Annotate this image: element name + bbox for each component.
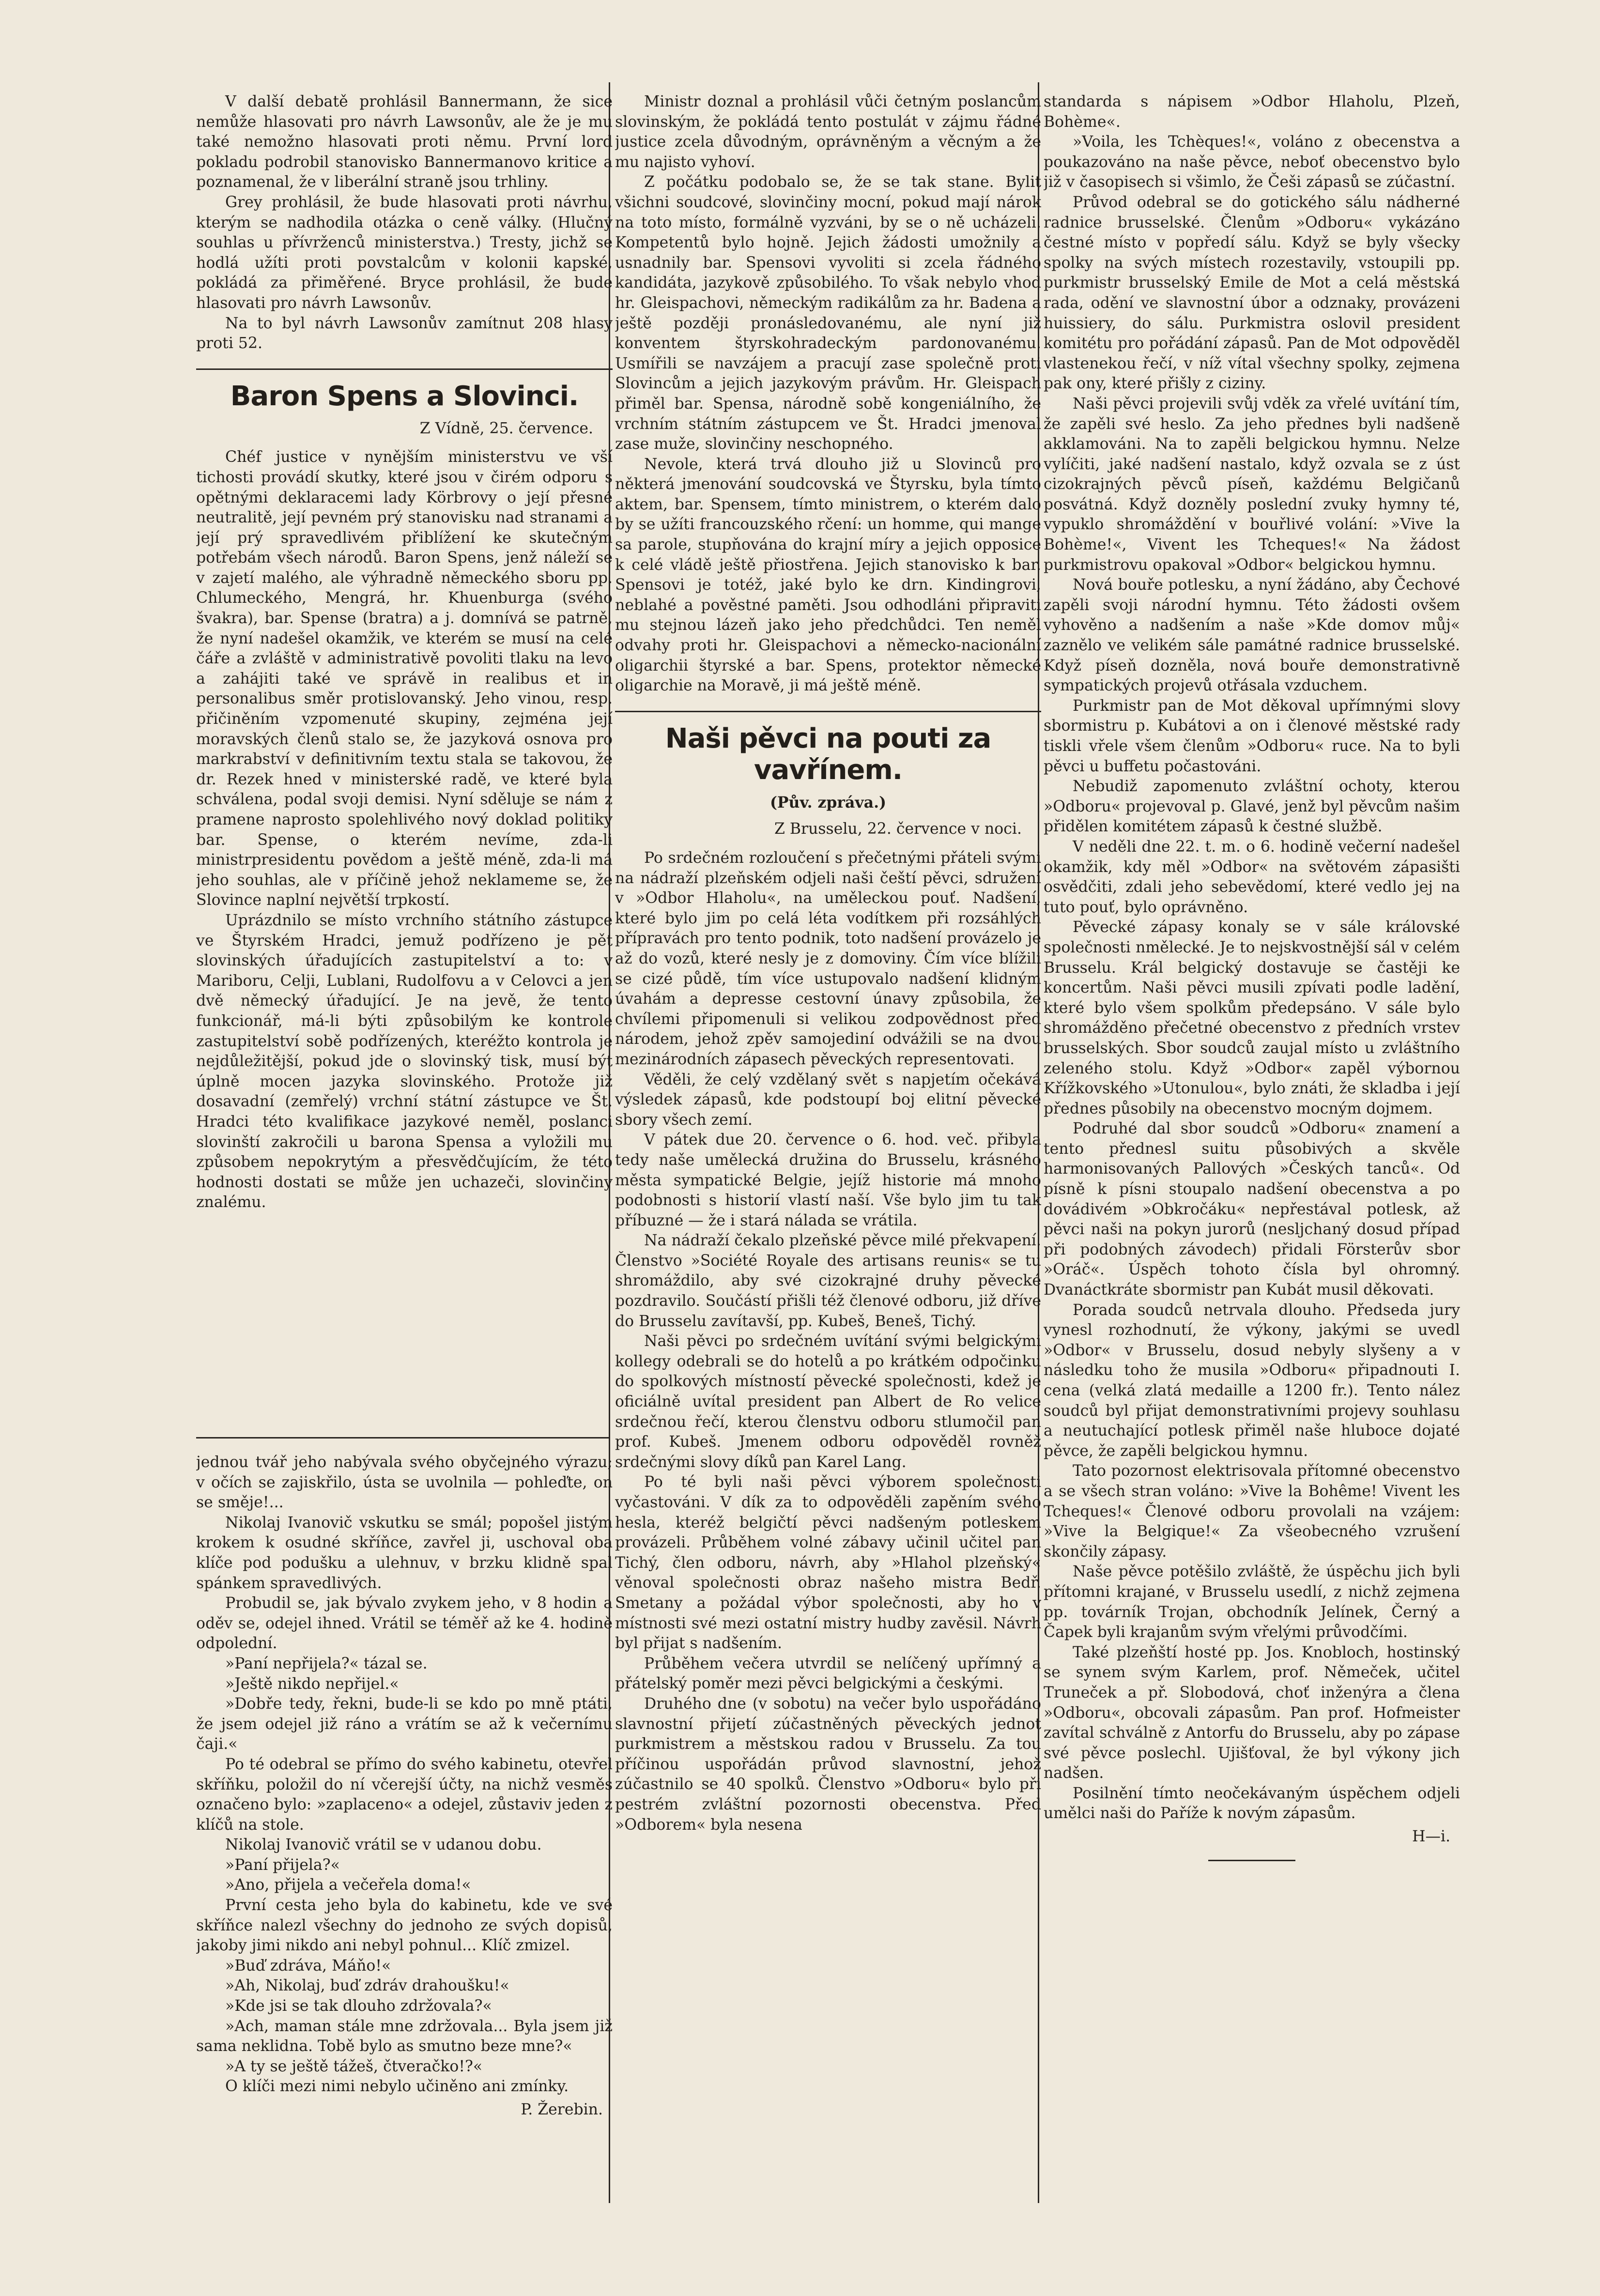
- paragraph: standarda s nápisem »Odbor Hlaholu, Plzeň, Bohème«.: [1044, 93, 1460, 131]
- paragraph: První cesta jeho byla do kabinetu, kde ve své skříňce nalezl všechny do jednoho ze svých dopisů, jakoby jimi nikdo ani nebyl pohnul... Klíč zmizel.: [196, 1897, 613, 1955]
- paragraph: Probudil se, jak bývalo zvykem jeho, v 8 hodin a oděv se, odejel ihned. Vrátil se téměř až ke 4. hodině odpolední.: [196, 1594, 613, 1653]
- paragraph: »Paní nepřijela?« tázal se.: [225, 1654, 428, 1672]
- paragraph: Posilnění tímto neočekávaným úspěchem odjeli umělci naši do Paříže k novým zápasům.: [1044, 1784, 1460, 1822]
- end-divider: [1208, 1860, 1295, 1861]
- paragraph: Uprázdnilo se místo vrchního státního zástupce ve Štyrském Hradci, jemuž podřízeno je pět slovinských úřadujících zastupitelství a to: v Mariboru, Celji, Lublani, Rudolfovu a v Celovci a jen dvě německý úřadující. Je na jevě, že tento funkcionář, má-li býti způsobilým ke kontrole zastupitelství sobě podřízených, kteréžto kontrola je nejdůležitější, pokud jde o slovinský tisk, musí být úplně mocen jazyka slovinského. Protože již dosavadní (zemřelý) vrchní státní zástupce ve Št. Hradci této kvalifikace jazykové neměl, poslanci slovinští zakročili u barona Spensa a vyložili mu způsobem nepokrytým a přesvědčujícím, že této hodnosti dostati se může jen uchazeči, slovinčiny znalému.: [196, 911, 613, 1211]
- paragraph: Nikolaj Ivanovič vrátil se v udanou dobu.: [225, 1836, 542, 1854]
- paragraph: »Dobře tedy, řekni, bude-li se kdo po mně ptáti, že jsem odejel již ráno a vrátím se až k večernímu čaji.«: [196, 1695, 613, 1753]
- paragraph: V pátek due 20. července o 6. hod. več. přibyla tedy naše umělecká družina do Brusselu, krásného města sympatické Belgie, jejíž historie má mnoho podobnosti s historií vlastí naší. Vše bylo jim tu tak příbuzné — že i stará nálada se vrátila.: [615, 1131, 1041, 1229]
- dateline: Z Vídně, 25. července.: [419, 419, 593, 437]
- paragraph: jednou tvář jeho nabývala svého obyčejného výrazu; v očích se zajiskřilo, ústa se uvolnila — pohleďte, on se směje!...: [196, 1454, 613, 1512]
- paragraph: Podruhé dal sbor soudců »Odboru« znamení a tento přednesl suitu působivých a skvěle harmonisovaných Pallových »Českých tanců«. Od písně k písni stoupalo nadšení obecenstva a po dovádivém »Obkročáku« nepřestával potlesk, až pěvci naši na pokyn jurorů (nesljchaný dosud případ při podobných závodech) přidali Försterův sbor »Oráč«. Úspěch tohoto čísla byl ohromný. Dvanáctkráte sbormistr pan Kubát musil děkovati.: [1044, 1120, 1460, 1299]
- section-divider: [196, 368, 613, 370]
- feuilleton-divider: [196, 1437, 609, 1439]
- article-title: Baron Spens a Slovinci.: [230, 380, 579, 412]
- paragraph: »Ano, přijela a večeřela doma!«: [225, 1876, 471, 1894]
- paragraph: Purkmistr pan de Mot děkoval upřímnými slovy sbormistru p. Kubátovi a on i členové městské rady tiskli vřele všem členům »Odboru« ruce. Na to byli pěvci u buffetu počastováni.: [1044, 697, 1460, 775]
- paragraph: Po srdečném rozloučení s přečetnými přáteli svými na nádraží plzeňském odjeli naši čeští pěvci, sdružení v »Odbor Hlaholu«, na uměleckou pouť. Nadšení, které bylo jim po celá léta vodítkem při rozsáhlých přípravách pro tento podnik, toto nadšení provázelo je až do vozů, které nesly je z domoviny. Čím více blížili se cizé půdě, tím více ustupovalo nadšení klidným úvahám a depresse cestovní únavy způsobila, že chvílemi připomenuli si velikou zodpovědnost před národem, jehož zpěv samojediní odvážili se na dvou mezinárodních zápasech pěveckých representovati.: [615, 849, 1041, 1068]
- paragraph: Na to byl návrh Lawsonův zamítnut 208 hlasy proti 52.: [196, 314, 613, 352]
- column-2: [615, 92, 1041, 2256]
- feuilleton-column: [196, 1453, 613, 2256]
- paragraph: Průběhem večera utvrdil se nelíčený upřímný a přátelský poměr mezi pěvci belgickými a českými.: [615, 1654, 1041, 1693]
- paragraph: »Ach, maman stále mne zdržovala... Byla jsem již sama neklidna. Tobě bylo as smutno beze mne?«: [196, 2017, 613, 2055]
- paragraph: Naši pěvci projevili svůj vděk za vřelé uvítání tím, že zapěli své heslo. Za jeho přednes byli nadšeně akklamováni. Na to zapěli belgickou hymnu. Nelze vylíčiti, jaké nadšení nastalo, když ozvala se z úst cizokrajných pěvců píseň, každému Belgičanů posvátná. Když dozněly poslední zvuky hymny té, vypuklo shromáždění v bouřlivé volání: »Vive la Bohème!«, Vivent les Tcheques!« Na žádost purkmistrovu opakoval »Odbor« belgickou hymnu.: [1044, 395, 1460, 574]
- paragraph: Porada soudců netrvala dlouho. Předseda jury vynesl rozhodnutí, že výkony, jakými se uvedl »Odbor« v Brusselu, dosud nebyly slyšeny a v následku toho že musila »Odboru« připadnouti I. cena (velká zlatá medaille a 1200 fr.). Tento nález soudců byl přijat demonstrativními projevy souhlasu a neutuchající potlesk přiměl naše hluboce dojaté pěvce, že zapěli belgickou hymnu.: [1044, 1301, 1460, 1460]
- paragraph: Chéf justice v nynějším ministerstvu ve vší tichosti provádí skutky, které jsou v čirém odporu s opětnými deklaracemi lady Körbrovy o její přesné neutralitě, její pevném prý stanovisku nad stranami a její prý spravedlivém přiblížení ke skutečným potřebám všech národů. Baron Spens, jenž náleží se v zajetí malého, ale výhradně německého sboru pp. Chlumeckého, Mengrá, hr. Khuenburga (svého švakra), bar. Spense (bratra) a j. domnívá se patrně, že nyní nadešel okamžik, ve kterém se musí na celé čáře a zvláště v administrativě povoliti tlaku na levo a zahájiti také ve správě in realibus et in personalibus směr protislovanský. Jeho vinou, resp. přičiněním vzpomenuté skupiny, zejména její moravských členů stalo se, že jazyková osnova pro markrabství v definitivním textu stala se takovou, že dr. Rezek hned v ministerské radě, ve které byla schválena, podal svoji demisi. Nyní sděluje se nám z pramene naprosto spolehlivého nový doklad politiky bar. Spense, o kterém nevíme, zda-li ministrpresidentu povědom a ještě méně, zda-li má jeho souhlas, ale v příčině jehož neklameme se, že Slovince naplní největší trpkostí.: [196, 448, 613, 909]
- paragraph: »Ah, Nikolaj, buď zdráv drahoušku!«: [225, 1977, 509, 1995]
- paragraph: Nebudiž zapomenuto zvláštní ochoty, kterou »Odboru« projevoval p. Glavé, jenž byl pěvcům našim přidělen komitétem zápasů k čestné službě.: [1044, 778, 1460, 836]
- paragraph: Po té byli naši pěvci výborem společnosti vyčastováni. V dík za to odpověděli zapěním svého hesla, kteréž belgičtí pěvci nadšeným potleskem provázeli. Průběhem volné zábavy učinil učitel pan Tichý, člen odboru, návrh, aby »Hlahol plzeňský« věnoval společnosti obraz našeho mistra Bedř. Smetany a požádal výbor společnosti, aby ho v místnosti své mezi ostatní mistry hudby zavěsil. Návrh byl přijat s nadšením.: [615, 1473, 1041, 1653]
- signature: H—i.: [1412, 1828, 1450, 1846]
- dateline: Z Brusselu, 22. července v noci.: [774, 820, 1022, 838]
- paragraph: Věděli, že celý vzdělaný svět s napjetím očekává výsledek zápasů, kde podstoupí boj elitní pěvecké sbory všech zemí.: [615, 1071, 1041, 1129]
- paragraph: Nikolaj Ivanovič vskutku se smál; popošel jistým krokem k osudné skříňce, zavřel ji, uschoval oba klíče pod podušku a ulehnuv, v brzku klidně spal spánkem spravedlivých.: [196, 1514, 613, 1592]
- paragraph: Ministr doznal a prohlásil vůči četným poslancům slovinským, že pokládá tento postulát v zájmu řádné justice zcela důvodným, oprávněným a věcným a že mu najisto vyhoví.: [615, 93, 1041, 171]
- paragraph: Průvod odebral se do gotického sálu nádherné radnice brusselské. Členům »Odboru« vykázáno čestné místo v popředí sálu. Když se byly všecky spolky na svých místech rozestavily, vstoupili pp. purkmistr brusselský Emile de Mot a celá městská rada, odění ve slavnostní úbor a odznaky, provázeni huissiery, do sálu. Purkmistra oslovil president komitétu pro pořádání zápasů. Pan de Mot odpověděl vlastenekou řečí, v níž vítal všechny spolky, zejmena pak ony, které přišly z ciziny.: [1044, 193, 1460, 393]
- paragraph: Po té odebral se přímo do svého kabinetu, otevřel skříňku, položil do ní včerejší účty, na nichž vesměs označeno bylo: »zaplaceno« a odejel, zůstaviv jeden z klíčů na stole.: [196, 1755, 613, 1834]
- paragraph: Nevole, která trvá dlouho již u Slovinců pro některá jmenování soudcovská ve Štyrsku, byla tímto aktem, bar. Spensem, tímto ministrem, o kterém dalo by se užíti francouzského rčení: un homme, qui mange sa parole, stupňována do krajní míry a jejich opposice k celé vládě ještě přiostřena. Jejich stanovisko k bar. Spensovi je totéž, jaké bylo ke drn. Kindingrovi, neblahé a pověstné paměti. Jsou odhodláni připraviti mu stejnou lázeň jako jeho předchůdci. Ten neměl odvahy proti hr. Gleispachovi a německo-nacionální oligarchii štyrské a bar. Spens, protektor německé oligarchie na Moravě, ji má ještě méně.: [615, 455, 1041, 695]
- paragraph: Také plzeňští hosté pp. Jos. Knobloch, hostinský se synem svým Karlem, prof. Němeček, učitel Truneček a př. Slobodová, choť inženýra a člena »Odboru«, obcovali zápasům. Pan prof. Hofmeister zavítal schválně z Antorfu do Brusselu, aby po zápase své pěvce poslechl. Ujišťoval, že byl výkony jich nadšen.: [1044, 1643, 1460, 1782]
- paragraph: »A ty se ještě tážeš, čtveračko!?«: [225, 2057, 483, 2075]
- paragraph: Z počátku podobalo se, že se tak stane. Bylit všichni soudcové, slovinčiny mocní, pokud mají nárok na toto místo, formálně vyzváni, by se o ně ucházeli. Kompetentů bylo hojně. Jejich žádosti umožnily a usnadnily bar. Spensovi vyvoliti si zcela řádného kandidáta, jazykově způsobilého. To však nebylo vhod hr. Gleispachovi, německým radikálům za hr. Badena a ještě později pronásledovanému, ale nyní již konventem štyrskohradeckým pardonovanému. Usmířili se navzájem a pracují zase společně proti Slovincům a jejich jazykovým právům. Hr. Gleispach přiměl bar. Spensa, národně sobě kongeniálního, že vrchním státním zástupcem ve Št. Hradci jmenoval zase muže, slovinčiny neschopného.: [615, 173, 1041, 453]
- paragraph: »Kde jsi se tak dlouho zdržovala?«: [225, 1997, 492, 2015]
- article-source: (Pův. zpráva.): [769, 793, 887, 811]
- paragraph: Na nádraží čekalo plzeňské pěvce milé překvapení. Členstvo »Société Royale des artisans reunis« se tu shromáždilo, aby své cizokrajné druhy pěvecké pozdravilo. Součástí přišli též členové odboru, již dříve do Brusselu zavítavší, pp. Kubeš, Beneš, Tichý.: [615, 1232, 1041, 1330]
- signature: P. Žerebin.: [521, 2101, 603, 2118]
- paragraph: Naši pěvci po srdečném uvítání svými belgickými kollegy odebrali se do hotelů a po krátkém odpočinku do spolkových místností pěvecké společnosti, kdež je oficiálně uvítal president pan Albert de Ro velice srdečnou řečí, kterou členstvu odboru stlumočil pan prof. Kubeš. Jmenem odboru odpověděl rovněž srdečnými slovy díků pan Karel Lang.: [615, 1332, 1041, 1471]
- paragraph: V neděli dne 22. t. m. o 6. hodině večerní nadešel okamžik, kdy měl »Odbor« na světovém zápasišti osvědčiti, zdali jeho sebevědomí, které vedlo jej na tuto pouť, bylo oprávněno.: [1044, 838, 1460, 916]
- paragraph: Tato pozornost elektrisovala přítomné obecenstvo a se všech stran voláno: »Vive la Bohême! Vivent les Tcheques!« Členové odboru provolali na vzájem: »Vive la Belgique!« Za všeobecného vzrušení skončily zápasy.: [1044, 1462, 1460, 1561]
- article-title: Naši pěvci na pouti za vavřínem.: [665, 722, 991, 786]
- paragraph: V další debatě prohlásil Bannermann, že sice nemůže hlasovati pro návrh Lawsonův, ale že je mu také nemožno hlasovati proti němu. První lord pokladu podrobil stanovisko Bannermanovo kritice a poznamenal, že v liberální straně jsou trhliny.: [196, 93, 613, 191]
- paragraph: Pěvecké zápasy konaly se v sále královské společnosti nmělecké. Je to nejskvostnější sál v celém Brusselu. Král belgický dostavuje se častěji ke koncertům. Naši pěvci musili zpívati podle ladění, které bylo všem spolkům předepsáno. V sále bylo shromážděno přečetné obecenstvo z předních vrstev brusselských. Sbor soudců zaujal místo u zvláštního zeleného stolu. Když »Odbor« zapěl výbornou Křížkovského »Utonulou«, bylo znáti, že skladba i její přednes působily na obecenstvo mocným dojmem.: [1044, 918, 1460, 1117]
- column-1: [196, 92, 613, 1438]
- paragraph: »Buď zdráva, Máňo!«: [225, 1957, 391, 1975]
- paragraph: O klíči mezi nimi nebylo učiněno ani zmínky.: [225, 2078, 569, 2096]
- paragraph: »Paní přijela?«: [225, 1856, 340, 1874]
- paragraph: »Voila, les Tchèques!«, voláno z obecenstva a poukazováno na naše pěvce, neboť obecenstvo bylo již v časopisech si všimlo, že Češi zápasů se zúčastní.: [1044, 133, 1460, 191]
- paragraph: Naše pěvce potěšilo zvláště, že úspěchu jich byli přítomni krajané, v Brusselu usedlí, z nichž zejmena pp. továrník Trojan, obchodník Jelínek, Černý a Čapek byli krajanům svým vřelými průvodčími.: [1044, 1563, 1460, 1641]
- paragraph: Nová bouře potlesku, a nyní žádáno, aby Čechové zapěli svoji národní hymnu. Této žádosti ovšem vyhověno a nadšením a naše »Kde domov můj« zaznělo ve velikém sále památné radnice brusselské. Když píseň dozněla, nová bouře demonstrativně sympatických projevů otřásala vzduchem.: [1044, 576, 1460, 695]
- paragraph: Druhého dne (v sobotu) na večer bylo uspořádáno slavnostní přijetí zúčastněných pěveckých jednot purkmistrem a městskou radou v Brusselu. Za tou příčinou uspořádán průvod slavnostní, jehož zúčastnilo se 40 spolků. Členstvo »Odboru« bylo při pestrém zvláštní pozornosti obecenstva. Před »Odborem« byla nesena: [615, 1695, 1041, 1834]
- section-divider: [615, 711, 1041, 712]
- paragraph: Grey prohlásil, že bude hlasovati proti návrhu, kterým se nadhodila otázka o ceně války. (Hlučný souhlas u přívrženců ministerstva.) Tresty, jichž se hodlá užíti proti povstalcům v kolonii kapské, pokládá za přiměřené. Bryce prohlásil, že bude hlasovati pro návrh Lawsonův.: [196, 193, 613, 312]
- column-3: [1044, 92, 1460, 2256]
- paragraph: »Ještě nikdo nepřijel.«: [225, 1675, 399, 1693]
